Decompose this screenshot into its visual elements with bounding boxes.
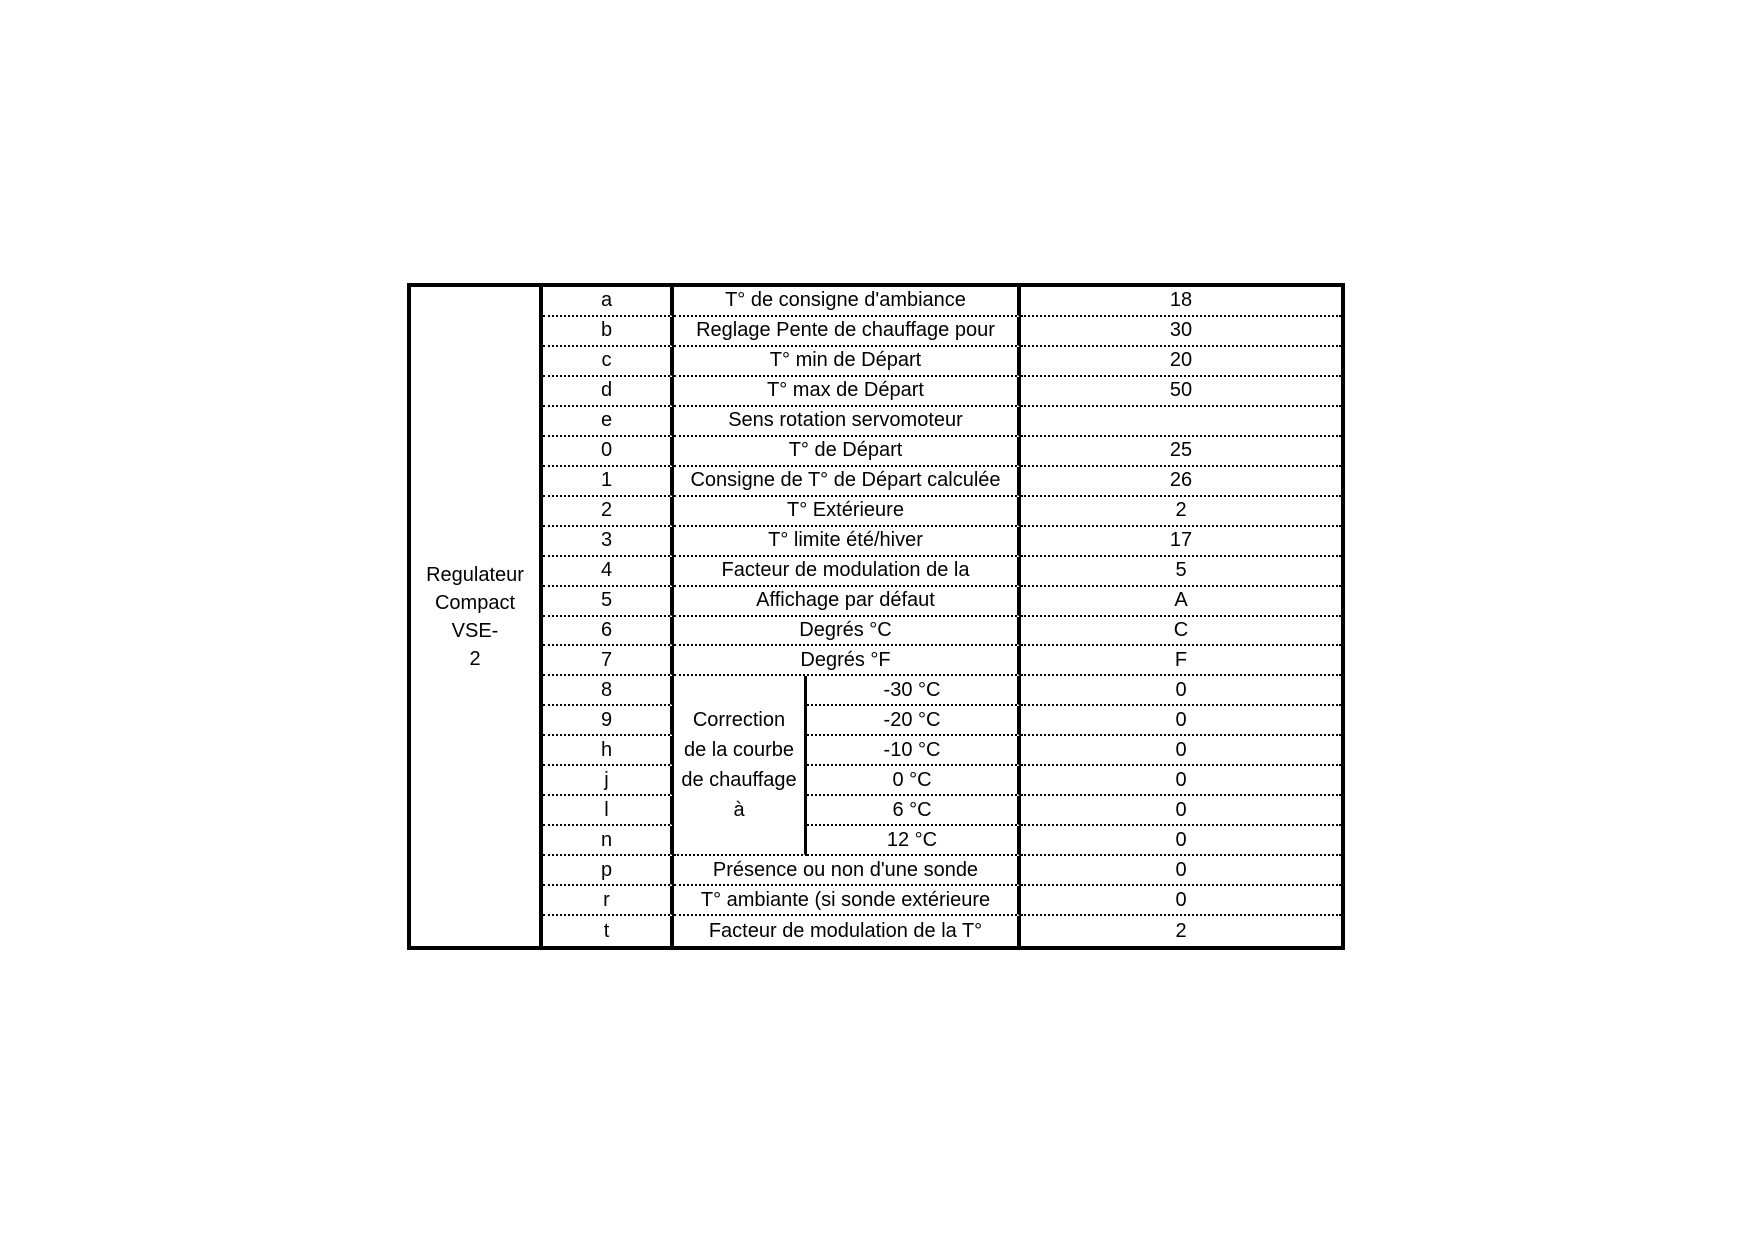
value-cell: A xyxy=(1021,587,1341,617)
value-cell: 30 xyxy=(1021,317,1341,347)
value-cell xyxy=(1021,407,1341,437)
correction-label-line: de chauffage xyxy=(681,769,797,792)
code-cell: b xyxy=(543,317,674,347)
code-cell: a xyxy=(543,287,674,317)
correction-label-line: à xyxy=(733,799,745,822)
code-cell: 5 xyxy=(543,587,674,617)
value-cell: 25 xyxy=(1021,437,1341,467)
code-cell: 6 xyxy=(543,617,674,647)
description-cell: Sens rotation servomoteur xyxy=(674,407,1021,437)
temperature-cell: -20 °C xyxy=(807,706,1021,736)
code-cell: r xyxy=(543,886,674,916)
code-cell: 7 xyxy=(543,646,674,676)
device-name-cell xyxy=(411,287,543,946)
code-cell: 3 xyxy=(543,527,674,557)
parameter-grid xyxy=(543,287,1341,946)
code-cell: 9 xyxy=(543,706,674,736)
description-cell: Consigne de T° de Départ calculée xyxy=(674,467,1021,497)
value-cell: F xyxy=(1021,646,1341,676)
description-cell: Affichage par défaut xyxy=(674,587,1021,617)
value-cell: 0 xyxy=(1021,676,1341,706)
value-cell: 0 xyxy=(1021,736,1341,766)
value-cell: 0 xyxy=(1021,796,1341,826)
value-cell: 0 xyxy=(1021,826,1341,856)
code-cell: c xyxy=(543,347,674,377)
description-cell: T° max de Départ xyxy=(674,377,1021,407)
code-cell: p xyxy=(543,856,674,886)
description-cell: T° limite été/hiver xyxy=(674,527,1021,557)
correction-label-cell xyxy=(674,676,807,856)
code-cell: e xyxy=(543,407,674,437)
description-cell: T° de Départ xyxy=(674,437,1021,467)
device-name-line: 2 xyxy=(469,647,481,670)
value-cell: 2 xyxy=(1021,497,1341,527)
description-cell: Facteur de modulation de la xyxy=(674,557,1021,587)
description-cell: Degrés °C xyxy=(674,617,1021,647)
value-cell: 50 xyxy=(1021,377,1341,407)
value-cell: 17 xyxy=(1021,527,1341,557)
temperature-cell: -10 °C xyxy=(807,736,1021,766)
correction-label-line: Correction xyxy=(692,709,786,732)
value-cell: 2 xyxy=(1175,919,1187,942)
code-cell: l xyxy=(543,796,674,826)
code-cell: 2 xyxy=(543,497,674,527)
value-cell: 18 xyxy=(1021,287,1341,317)
description-cell: T° ambiante (si sonde extérieure xyxy=(674,886,1021,916)
temperature-cell: 12 °C xyxy=(807,826,1021,856)
code-cell: j xyxy=(543,766,674,796)
value-cell: 5 xyxy=(1021,557,1341,587)
code-cell: n xyxy=(543,826,674,856)
temperature-cell: 0 °C xyxy=(807,766,1021,796)
value-cell: 0 xyxy=(1021,766,1341,796)
code-cell: t xyxy=(543,916,674,946)
code-cell: d xyxy=(543,377,674,407)
temperature-cell: 6 °C xyxy=(807,796,1021,826)
code-cell: 8 xyxy=(543,676,674,706)
description-cell: T° Extérieure xyxy=(674,497,1021,527)
parameter-table xyxy=(407,283,1345,950)
correction-label-line: de la courbe xyxy=(683,739,795,762)
value-cell: 0 xyxy=(1021,856,1341,886)
device-name-line: Regulateur xyxy=(426,563,524,586)
value-cell: 20 xyxy=(1021,347,1341,377)
code-cell: h xyxy=(543,736,674,766)
code-cell: 4 xyxy=(543,557,674,587)
description-cell: T° de consigne d'ambiance xyxy=(674,287,1021,317)
code-cell: 0 xyxy=(543,437,674,467)
description-cell: Facteur de modulation de la T° xyxy=(674,916,1021,946)
description-cell: Reglage Pente de chauffage pour xyxy=(674,317,1021,347)
temperature-cell: -30 °C xyxy=(807,676,1021,706)
device-name-line: Compact VSE- xyxy=(434,591,516,642)
description-cell: Présence ou non d'une sonde xyxy=(674,856,1021,886)
description-cell: T° min de Départ xyxy=(674,347,1021,377)
value-cell: 26 xyxy=(1021,467,1341,497)
value-cell: 0 xyxy=(1021,886,1341,916)
value-cell: C xyxy=(1021,617,1341,647)
value-cell: 0 xyxy=(1021,706,1341,736)
description-cell: Degrés °F xyxy=(674,646,1021,676)
code-cell: 1 xyxy=(543,467,674,497)
